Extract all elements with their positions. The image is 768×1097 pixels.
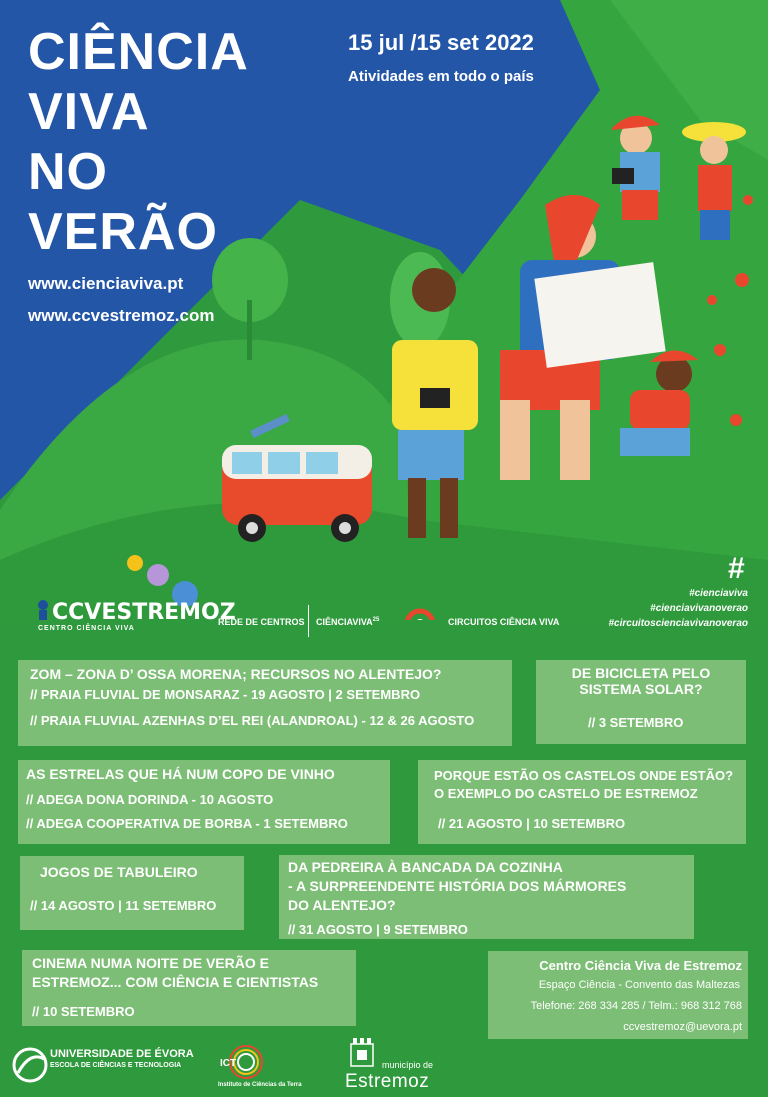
uevora-logo-icon [10, 1045, 50, 1085]
activity-title: PORQUE ESTÃO OS CASTELOS ONDE ESTÃO? [434, 768, 734, 783]
activity-date: // PRAIA FLUVIAL AZENHAS D’EL REI (ALANDROAL) - 12 & 26 AGOSTO [30, 713, 475, 728]
anniversary-number: 25 [372, 617, 380, 623]
cienciaviva-label: CIÊNCIAVIVA [316, 617, 373, 627]
activity-title: O EXEMPLO DO CASTELO DE ESTREMOZ [434, 786, 698, 801]
planet-purple [147, 564, 169, 586]
activity-date: // ADEGA DONA DORINDA - 10 AGOSTO [26, 792, 274, 807]
contact-address: Espaço Ciência - Convento das Maltezas [538, 979, 740, 991]
ccv-logo-sub: CENTRO CIÊNCIA VIVA [38, 625, 135, 632]
cienciaviva-25-logo [316, 617, 379, 627]
title-line: CIÊNCIA [28, 23, 249, 81]
activity-date: // 14 AGOSTO | 11 SETEMBRO [30, 898, 217, 913]
activity-date: // 31 AGOSTO | 9 SETEMBRO [288, 922, 468, 937]
activity-castelos [418, 760, 746, 844]
activity-title: AS ESTRELAS QUE HÁ NUM COPO DE VINHO [26, 766, 335, 782]
hashtag[interactable]: #circuitoscienciavivanoverao [608, 618, 748, 629]
contact-box [488, 951, 748, 1039]
estremoz-crest-icon [347, 1036, 377, 1070]
activity-date: // 10 SETEMBRO [32, 1004, 135, 1019]
hashtag[interactable]: #cienciavivanoverao [650, 603, 748, 614]
activity-title: DA PEDREIRA À BANCADA DA COZINHA [288, 859, 563, 875]
rede-centros-label: REDE DE CENTROS [218, 617, 305, 627]
estremoz-label: Estremoz [345, 1071, 430, 1092]
activity-title: ESTREMOZ... COM CIÊNCIA E CIENTISTAS [32, 974, 319, 990]
hash-icon: # [728, 552, 745, 585]
ict-sub: Instituto de Ciências da Terra [218, 1082, 302, 1088]
activity-title: ZOM – ZONA D’ OSSA MORENA; RECURSOS NO ALENTEJO? [30, 666, 442, 682]
activity-pedreira [279, 855, 694, 939]
activity-date: // 21 AGOSTO | 10 SETEMBRO [438, 816, 626, 831]
poster-title [28, 22, 249, 262]
activity-date: // PRAIA FLUVIAL DE MONSARAZ - 19 AGOSTO | 2 SETEMBRO [30, 687, 421, 702]
ict-logo [218, 1042, 302, 1088]
contact-phones: Telefone: 268 334 285 / Telm.: 968 312 768 [530, 1000, 742, 1012]
planet-yellow [127, 555, 143, 571]
hashtag-list [608, 586, 748, 631]
ccv-logo-name: CCVESTREMOZ [52, 600, 236, 625]
activity-title: DE BICICLETA PELO [571, 665, 711, 681]
activity-date: // 3 SETEMBRO [588, 715, 684, 730]
activity-title: DO ALENTEJO? [288, 897, 396, 913]
circuitos-label: CIRCUITOS CIÊNCIA VIVA [448, 617, 560, 627]
url-ccvestremoz[interactable]: www.ccvestremoz.com [28, 306, 215, 325]
title-line: VIVA [28, 83, 150, 141]
uevora-name: UNIVERSIDADE DE ÉVORA [50, 1048, 194, 1060]
title-line: NO [28, 143, 108, 201]
activity-jogos [20, 856, 244, 930]
activity-date: // ADEGA COOPERATIVA DE BORBA - 1 SETEMBRO [26, 816, 348, 831]
contact-name: Centro Ciência Viva de Estremoz [539, 958, 742, 973]
activity-title: CINEMA NUMA NOITE DE VERÃO E [32, 955, 269, 971]
ccv-estremoz-logo [34, 600, 236, 632]
activity-title: JOGOS DE TABULEIRO [40, 864, 198, 880]
contact-email[interactable]: ccvestremoz@uevora.pt [623, 1021, 742, 1033]
hashtag[interactable]: #cienciaviva [689, 588, 748, 599]
event-dates: 15 jul /15 set 2022 [348, 30, 534, 55]
municipio-label: município de [382, 1060, 434, 1070]
uevora-logo [50, 1048, 194, 1069]
activity-title: SISTEMA SOLAR? [579, 681, 703, 697]
activity-cinema [22, 950, 356, 1026]
activity-zom [18, 660, 512, 746]
ict-label: ICT [220, 1058, 237, 1069]
title-line: VERÃO [28, 203, 218, 261]
activity-estrelas [18, 760, 390, 844]
url-cienciaviva[interactable]: www.cienciaviva.pt [28, 274, 184, 293]
logo-divider [308, 605, 309, 637]
activity-bicicleta [536, 660, 746, 744]
event-subtitle: Atividades em todo o país [348, 68, 534, 85]
activity-title: - A SURPREENDENTE HISTÓRIA DOS MÁRMORES [288, 878, 627, 894]
uevora-school: ESCOLA DE CIÊNCIAS E TECNOLOGIA [50, 1062, 182, 1069]
